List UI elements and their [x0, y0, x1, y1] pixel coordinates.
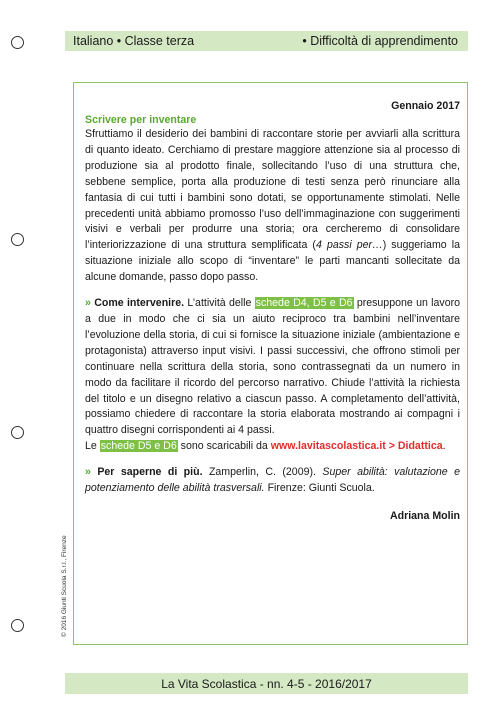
intervention-text-2: presuppone un lavoro a due in modo che ci sia un aiuto reciproco tra bambini nell’inventare l’evoluzione della storia, di cui si fornisce la situazione iniziale (ambientazione e protagonista) attraverso input visivi. I passi successivi, che offrono stimoli per continuare nella scrittura della storia, sono contrassegnati da un numero in modo da facilitare il ricordo del percorso narrativo. Chiude l’attività la richiesta del titolo e un disegno relativo a ciascun passo. A completamento dell’attività, possiamo chiedere di raccontare la storia elaborata mostrando ai compagni i quattro disegni corrispondenti ai 4 passi.	[85, 297, 461, 437]
more-book-title: Super abilità: valutazione e potenziamento delle abilità trasversali.	[85, 466, 460, 495]
intervention-text-1: L’attività delle	[187, 297, 252, 310]
article-date: Gennaio 2017	[391, 100, 460, 112]
page-footer: La Vita Scolastica - nn. 4-5 - 2016/2017	[65, 673, 468, 694]
article-author: Adriana Molin	[389, 509, 460, 522]
download-end: .	[442, 440, 446, 453]
binder-hole-lower-middle	[11, 426, 24, 439]
intervention-label: Come intervenire.	[94, 297, 185, 310]
article-title: Scrivere per inventare	[85, 114, 197, 126]
download-middle: sono scaricabili da	[180, 440, 268, 453]
more-publisher: Firenze: Giunti Scuola.	[267, 482, 375, 495]
binder-hole-top	[11, 36, 24, 49]
copyright-note: © 2016 Giunti Scuola S.r.l., Firenze	[61, 535, 68, 637]
more-label: Per saperne di più.	[97, 466, 203, 479]
intro-text: Sfruttiamo il desiderio dei bambini di raccontare storie per avviarli alla scrittura di quanto ideato. Cerchiamo di prestare maggiore attenzione sia al processo di produzione sia al prodotto finale, sollecitando l’uso di una struttura che, sebbene semplice, porta alla produzione di testi senza però rinunciare alla fantasia di cui tutti i bambini sono dotati, se opportunamente stimolati. Nelle precedenti unità abbiamo promosso l’uso dell’immaginazione con suggerimenti visivi e verbali per produrre una storia; ora cercheremo di consolidare l’interiorizzazione di una struttura semplificata (	[85, 128, 460, 252]
page-header	[65, 31, 468, 51]
intervention-bullet-icon: »	[85, 297, 91, 310]
more-author: Zamperlin, C. (2009).	[208, 466, 316, 479]
more-bullet-icon: »	[85, 466, 91, 479]
binder-hole-bottom	[11, 619, 24, 632]
intro-paragraph	[85, 127, 460, 286]
header-subject: Italiano • Classe terza	[73, 34, 195, 48]
download-paragraph	[85, 439, 460, 455]
download-prefix: Le	[85, 440, 97, 453]
intro-italic: 4 passi per…	[315, 239, 383, 252]
binder-hole-upper-middle	[11, 233, 24, 246]
more-paragraph	[85, 465, 460, 497]
download-link[interactable]: www.lavitascolastica.it > Didattica	[270, 440, 443, 453]
intro-end: ) suggeriamo la situazione iniziale allo scopo di “inventare” le parti mancanti sollecitate da alcune domande, passo dopo passo.	[85, 239, 460, 284]
schede-d4-d6-highlight: schede D4, D5 e D6	[255, 297, 353, 310]
header-topic: • Difficoltà di apprendimento	[302, 34, 458, 48]
article-content	[85, 99, 460, 525]
intervention-paragraph	[85, 296, 460, 439]
schede-d5-d6-highlight: schede D5 e D6	[100, 440, 177, 453]
